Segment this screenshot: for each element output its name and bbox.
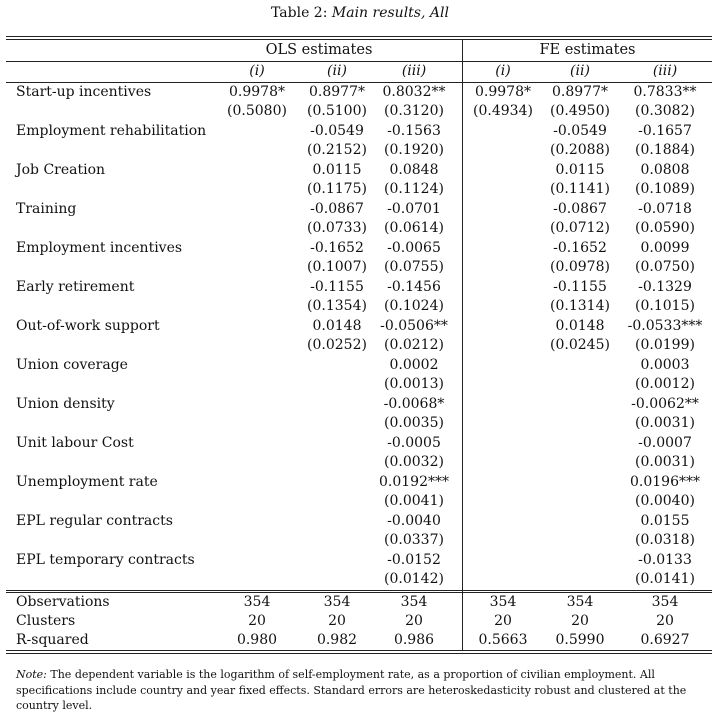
stat-label: R-squared — [16, 632, 89, 648]
stat-cell: 0.980 — [236, 632, 278, 648]
std-error-cell: (0.4950) — [550, 103, 610, 119]
row-label: Employment incentives — [16, 240, 183, 256]
stat-cell: 20 — [405, 613, 423, 629]
coefficient-cell: -0.0062** — [631, 396, 699, 412]
note-text: The dependent variable is the logarithm of self-employment rate, as a proportion of civilian employment. All specifications include country and year fixed effects. Standard errors are heteroskedasticity robust and clustered at the country level. — [16, 668, 687, 712]
row-label: Union coverage — [16, 357, 128, 373]
std-error-cell: (0.0252) — [307, 337, 367, 353]
coefficient-cell: 0.0115 — [555, 162, 605, 178]
stat-cell: 354 — [243, 594, 271, 610]
coefficient-cell: -0.0133 — [638, 552, 692, 568]
coefficient-cell: 0.8977* — [552, 84, 608, 100]
coefficient-cell: 0.0148 — [312, 318, 362, 334]
coefficient-cell: -0.0867 — [553, 201, 607, 217]
coefficient-cell: 0.9978* — [475, 84, 531, 100]
std-error-cell: (0.0614) — [384, 220, 444, 236]
stat-cell: 0.5990 — [555, 632, 605, 648]
stat-cell: 20 — [494, 613, 512, 629]
column-header: (ii) — [327, 63, 347, 79]
caption-prefix: Table 2: — [271, 5, 328, 21]
std-error-cell: (0.0212) — [384, 337, 444, 353]
coefficient-cell: -0.0005 — [387, 435, 441, 451]
std-error-cell: (0.1089) — [635, 181, 695, 197]
std-error-cell: (0.1141) — [550, 181, 610, 197]
std-error-cell: (0.0199) — [635, 337, 695, 353]
stat-label: Clusters — [16, 613, 76, 629]
row-label: Unemployment rate — [16, 474, 158, 490]
stat-cell: 20 — [248, 613, 266, 629]
std-error-cell: (0.0041) — [384, 493, 444, 509]
group-divider — [462, 40, 463, 651]
coefficient-cell: 0.7833** — [633, 84, 697, 100]
coefficient-cell: -0.0040 — [387, 513, 441, 529]
stat-cell: 354 — [400, 594, 428, 610]
std-error-cell: (0.1124) — [384, 181, 444, 197]
coefficient-cell: -0.0549 — [310, 123, 364, 139]
std-error-cell: (0.1175) — [307, 181, 367, 197]
coefficient-cell: -0.0506** — [380, 318, 448, 334]
stats-rule-1 — [6, 590, 712, 591]
coefficient-cell: -0.1652 — [310, 240, 364, 256]
std-error-cell: (0.0142) — [384, 571, 444, 587]
coefficient-cell: 0.9978* — [229, 84, 285, 100]
std-error-cell: (0.0013) — [384, 376, 444, 392]
std-error-cell: (0.1007) — [307, 259, 367, 275]
coefficient-cell: -0.0701 — [387, 201, 441, 217]
coefficient-cell: 0.0099 — [640, 240, 690, 256]
std-error-cell: (0.5100) — [307, 103, 367, 119]
coefficient-cell: 0.0002 — [389, 357, 439, 373]
std-error-cell: (0.0337) — [384, 532, 444, 548]
top-rule-1 — [6, 36, 712, 37]
std-error-cell: (0.1024) — [384, 298, 444, 314]
std-error-cell: (0.1354) — [307, 298, 367, 314]
row-label: Union density — [16, 396, 115, 412]
row-label: Employment rehabilitation — [16, 123, 207, 139]
std-error-cell: (0.0733) — [307, 220, 367, 236]
group-header-ols: OLS estimates — [265, 42, 373, 58]
coefficient-cell: -0.0867 — [310, 201, 364, 217]
row-label: Job Creation — [16, 162, 106, 178]
std-error-cell: (0.4934) — [473, 103, 533, 119]
stat-cell: 0.5663 — [478, 632, 528, 648]
row-label: EPL temporary contracts — [16, 552, 195, 568]
std-error-cell: (0.1015) — [635, 298, 695, 314]
bottom-rule-1 — [6, 650, 712, 651]
table-caption — [0, 5, 720, 21]
std-error-cell: (0.2152) — [307, 142, 367, 158]
top-rule-2 — [6, 39, 712, 40]
column-header: (iii) — [401, 63, 427, 79]
group-rule — [6, 61, 712, 62]
coefficient-cell: -0.1155 — [310, 279, 364, 295]
bottom-rule-2 — [6, 653, 712, 654]
std-error-cell: (0.1884) — [635, 142, 695, 158]
std-error-cell: (0.0032) — [384, 454, 444, 470]
stats-rule-2 — [6, 592, 712, 593]
std-error-cell: (0.0750) — [635, 259, 695, 275]
std-error-cell: (0.2088) — [550, 142, 610, 158]
coefficient-cell: -0.0718 — [638, 201, 692, 217]
std-error-cell: (0.0012) — [635, 376, 695, 392]
coefficient-cell: -0.0152 — [387, 552, 441, 568]
stat-cell: 0.986 — [393, 632, 435, 648]
stat-cell: 354 — [489, 594, 517, 610]
coefficient-cell: -0.0533*** — [627, 318, 703, 334]
stat-cell: 0.982 — [316, 632, 358, 648]
coefficient-cell: -0.1652 — [553, 240, 607, 256]
stat-cell: 354 — [323, 594, 351, 610]
coefficient-cell: -0.0549 — [553, 123, 607, 139]
stat-cell: 0.6927 — [640, 632, 690, 648]
stat-label: Observations — [16, 594, 110, 610]
note-label: Note: — [16, 668, 47, 681]
std-error-cell: (0.1920) — [384, 142, 444, 158]
row-label: Training — [16, 201, 77, 217]
std-error-cell: (0.5080) — [227, 103, 287, 119]
coefficient-cell: 0.0196*** — [630, 474, 700, 490]
column-header: (iii) — [652, 63, 678, 79]
coefficient-cell: 0.0848 — [389, 162, 439, 178]
std-error-cell: (0.0031) — [635, 454, 695, 470]
std-error-cell: (0.0035) — [384, 415, 444, 431]
coefficient-cell: -0.1456 — [387, 279, 441, 295]
coefficient-cell: 0.0155 — [640, 513, 690, 529]
std-error-cell: (0.1314) — [550, 298, 610, 314]
coefficient-cell: -0.1329 — [638, 279, 692, 295]
stat-cell: 20 — [328, 613, 346, 629]
coefficient-cell: 0.0003 — [640, 357, 690, 373]
column-header: (i) — [495, 63, 511, 79]
coefficient-cell: 0.0148 — [555, 318, 605, 334]
std-error-cell: (0.3120) — [384, 103, 444, 119]
stat-cell: 354 — [651, 594, 679, 610]
std-error-cell: (0.3082) — [635, 103, 695, 119]
std-error-cell: (0.0031) — [635, 415, 695, 431]
header-rule — [6, 82, 712, 83]
stat-cell: 354 — [566, 594, 594, 610]
std-error-cell: (0.0978) — [550, 259, 610, 275]
std-error-cell: (0.0318) — [635, 532, 695, 548]
std-error-cell: (0.0141) — [635, 571, 695, 587]
column-header: (ii) — [570, 63, 590, 79]
table-note — [16, 667, 706, 714]
coefficient-cell: -0.0007 — [638, 435, 692, 451]
stat-cell: 20 — [571, 613, 589, 629]
coefficient-cell: 0.0808 — [640, 162, 690, 178]
coefficient-cell: -0.0065 — [387, 240, 441, 256]
std-error-cell: (0.0040) — [635, 493, 695, 509]
std-error-cell: (0.0245) — [550, 337, 610, 353]
coefficient-cell: -0.0068* — [383, 396, 445, 412]
row-label: Out-of-work support — [16, 318, 160, 334]
row-label: Start-up incentives — [16, 84, 152, 100]
std-error-cell: (0.0755) — [384, 259, 444, 275]
coefficient-cell: -0.1657 — [638, 123, 692, 139]
caption-title: Main results, All — [331, 5, 449, 21]
std-error-cell: (0.0712) — [550, 220, 610, 236]
coefficient-cell: 0.0115 — [312, 162, 362, 178]
std-error-cell: (0.0590) — [635, 220, 695, 236]
row-label: Unit labour Cost — [16, 435, 134, 451]
row-label: Early retirement — [16, 279, 135, 295]
row-label: EPL regular contracts — [16, 513, 173, 529]
stat-cell: 20 — [656, 613, 674, 629]
column-header: (i) — [249, 63, 265, 79]
coefficient-cell: -0.1155 — [553, 279, 607, 295]
group-header-fe: FE estimates — [539, 42, 636, 58]
coefficient-cell: 0.8977* — [309, 84, 365, 100]
coefficient-cell: 0.0192*** — [379, 474, 449, 490]
coefficient-cell: 0.8032** — [382, 84, 446, 100]
coefficient-cell: -0.1563 — [387, 123, 441, 139]
